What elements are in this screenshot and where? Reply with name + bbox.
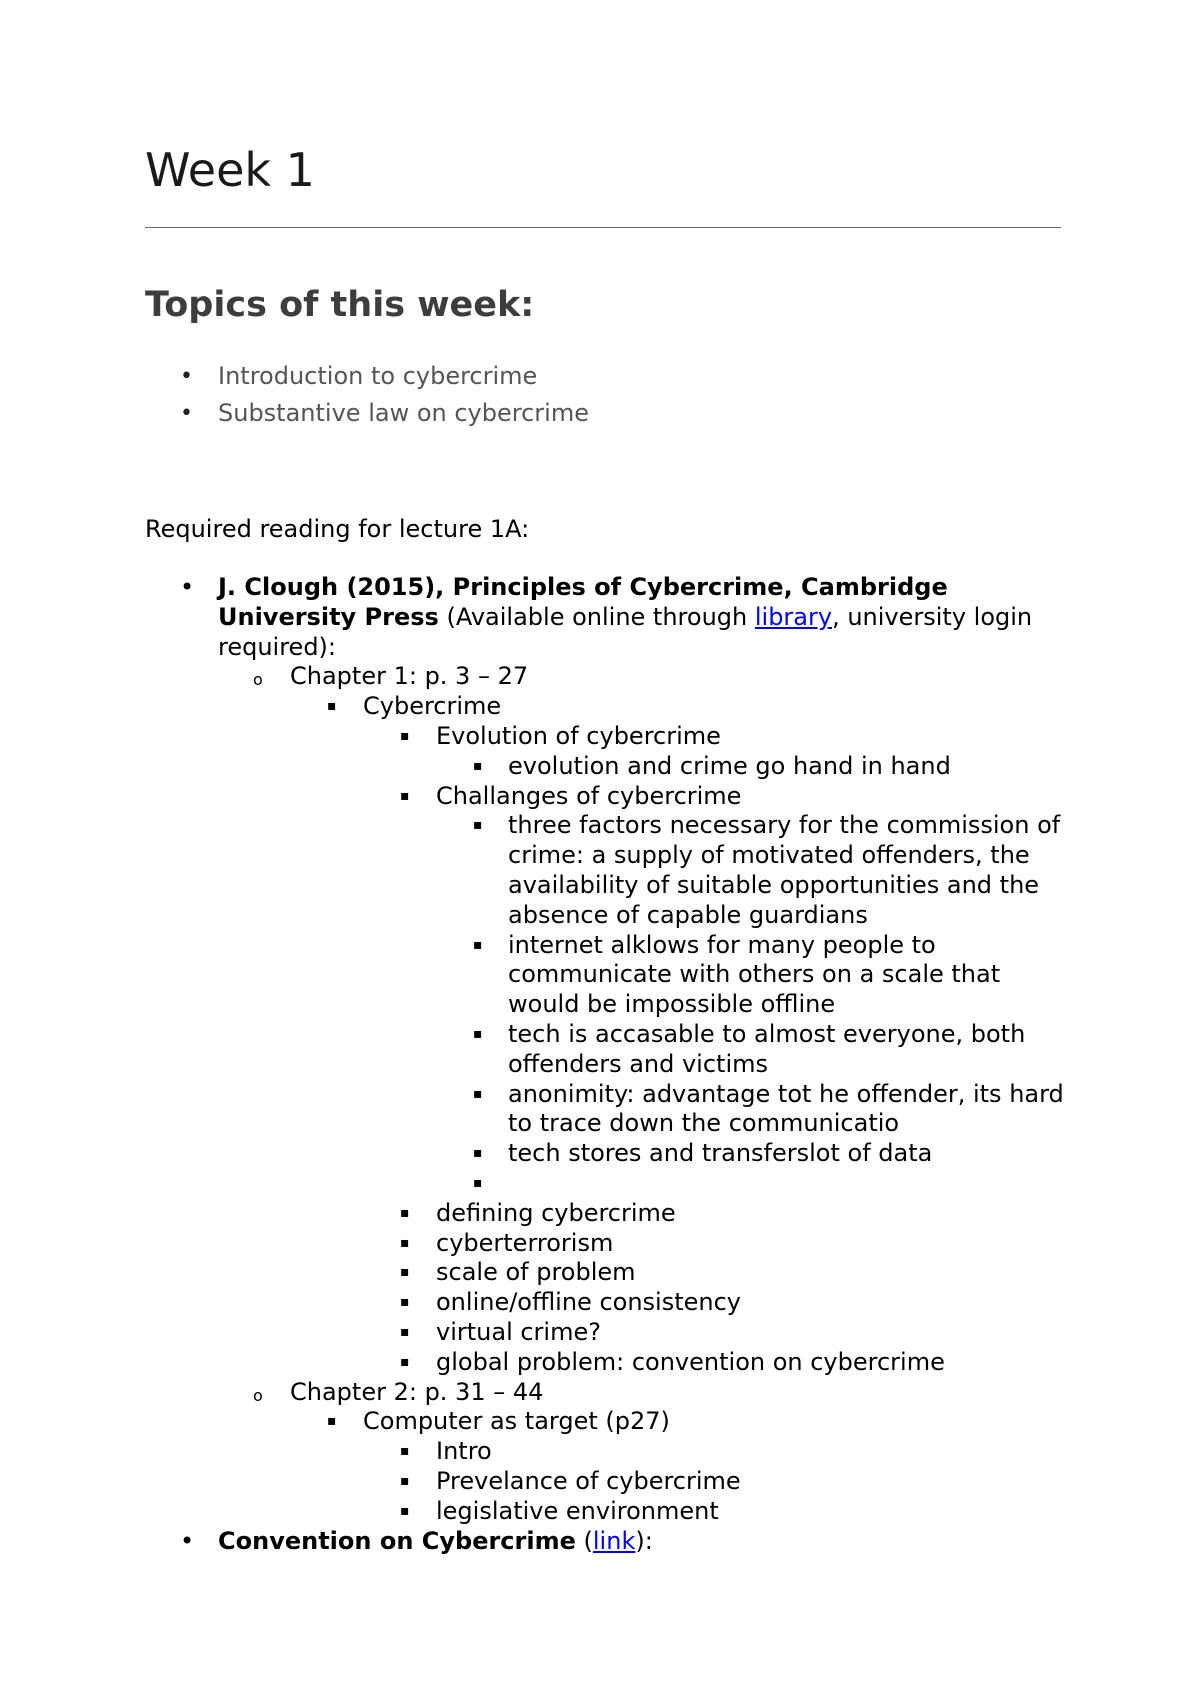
bullet-circle-icon: o — [253, 1385, 263, 1405]
bullet-square-icon: ▪ — [400, 727, 410, 744]
convention-paren-open: ( — [575, 1526, 593, 1555]
bullet-square-icon: ▪ — [400, 1472, 410, 1489]
list-item — [145, 811, 1065, 930]
bullet-square-icon: ▪ — [400, 1204, 410, 1221]
chapter-2-label: Chapter 2: p. 31 – 44 — [290, 1377, 544, 1406]
chapter-2-topic: Prevelance of cybercrime — [436, 1466, 741, 1495]
bullet-square-icon: ▪ — [400, 787, 410, 804]
chapter-1-topic: online/offline consistency — [436, 1288, 742, 1317]
bullet-square-icon: ▪ — [400, 1353, 410, 1370]
bullet-square-icon: ▪ — [473, 757, 483, 774]
book-availability: (Available online through — [438, 602, 755, 631]
bullet-disc-icon: • — [180, 573, 195, 601]
bullet-circle-icon: o — [253, 670, 263, 690]
chapter-2 — [145, 1378, 1065, 1408]
topic-item: • Substantive law on cybercrime — [145, 395, 1045, 432]
book-title: J. Clough (2015), Principles of Cybercrime, Cambridge University Press — [218, 573, 948, 631]
list-item — [145, 1288, 1065, 1318]
list-item — [145, 1467, 1065, 1497]
challenge-note: tech stores and transferslot of data — [508, 1139, 933, 1168]
list-item — [145, 1169, 1065, 1199]
topics-list — [145, 358, 1045, 432]
bullet-square-icon: ▪ — [473, 936, 483, 953]
library-link[interactable]: library — [754, 602, 833, 631]
evolution-note: evolution and crime go hand in hand — [508, 751, 951, 780]
list-item — [145, 1229, 1065, 1259]
chapter-1-label: Chapter 1: p. 3 – 27 — [290, 662, 529, 691]
topics-heading: Topics of this week: — [145, 285, 535, 325]
convention-title: Convention on Cybercrime — [218, 1526, 576, 1555]
title-divider — [145, 227, 1061, 228]
book-reference — [145, 573, 1065, 662]
chapter-1-topic: scale of problem — [436, 1258, 636, 1287]
bullet-square-icon: ▪ — [473, 1025, 483, 1042]
page-title: Week 1 — [145, 143, 315, 197]
bullet-square-icon: ▪ — [400, 1234, 410, 1251]
reading-list — [145, 573, 1065, 1556]
convention-paren-close: ): — [635, 1526, 653, 1555]
bullet-square-icon: ▪ — [400, 1443, 410, 1460]
chapter-1-topic: global problem: convention on cybercrime — [436, 1347, 945, 1376]
challenge-note: anonimity: advantage tot he offender, its hard to trace down the communicatio — [508, 1079, 1064, 1138]
list-item — [145, 931, 1065, 1020]
list-item — [145, 1139, 1065, 1169]
list-item — [145, 1437, 1065, 1467]
bullet-square-icon: ▪ — [400, 1502, 410, 1519]
chapter-1-section: Cybercrime — [363, 692, 502, 721]
bullet-square-icon: ▪ — [473, 1174, 483, 1191]
list-item — [145, 692, 1065, 722]
reading-intro: Required reading for lecture 1A: — [145, 515, 530, 543]
chapter-2-topic: legislative environment — [436, 1496, 719, 1525]
chapter-1 — [145, 662, 1065, 692]
bullet-square-icon: ▪ — [327, 1413, 337, 1430]
bullet-square-icon: ▪ — [327, 698, 337, 715]
bullet-square-icon: ▪ — [400, 1264, 410, 1281]
chapter-1-topic: defining cybercrime — [436, 1198, 676, 1227]
challenges-topic: Challanges of cybercrime — [436, 781, 742, 810]
list-item — [145, 1020, 1065, 1080]
chapter-2-section: Computer as target (p27) — [363, 1407, 670, 1436]
bullet-disc-icon: • — [180, 1526, 195, 1555]
list-item — [145, 722, 1065, 752]
convention-link[interactable]: link — [592, 1526, 636, 1555]
bullet-square-icon: ▪ — [400, 1294, 410, 1311]
list-item — [145, 1318, 1065, 1348]
list-item — [145, 1258, 1065, 1288]
list-item — [145, 782, 1065, 812]
list-item — [145, 1497, 1065, 1527]
list-item — [145, 1080, 1065, 1140]
chapter-1-topic: virtual crime? — [436, 1317, 601, 1346]
challenge-note: internet alklows for many people to communicate with others on a scale that would be impossible offline — [508, 930, 1001, 1019]
bullet-square-icon: ▪ — [400, 1323, 410, 1340]
list-item — [145, 1407, 1065, 1437]
bullet-square-icon: ▪ — [473, 817, 483, 834]
topic-item: • Introduction to cybercrime — [145, 358, 1045, 395]
list-item — [145, 1199, 1065, 1229]
list-item — [145, 752, 1065, 782]
book-login-note: , university login required): — [218, 602, 1033, 661]
bullet-square-icon: ▪ — [473, 1085, 483, 1102]
challenge-note: tech is accasable to almost everyone, both offenders and victims — [508, 1019, 1026, 1078]
bullet-square-icon: ▪ — [473, 1145, 483, 1162]
chapter-1-topic: cyberterrorism — [436, 1228, 614, 1257]
convention-reference — [145, 1527, 1065, 1557]
list-item — [145, 1348, 1065, 1378]
challenge-note: three factors necessary for the commission of crime: a supply of motivated offenders, the availability of suitable opportunities and the absence of capable guardians — [508, 811, 1061, 929]
chapter-2-topic: Intro — [436, 1437, 492, 1466]
evolution-topic: Evolution of cybercrime — [436, 721, 721, 750]
